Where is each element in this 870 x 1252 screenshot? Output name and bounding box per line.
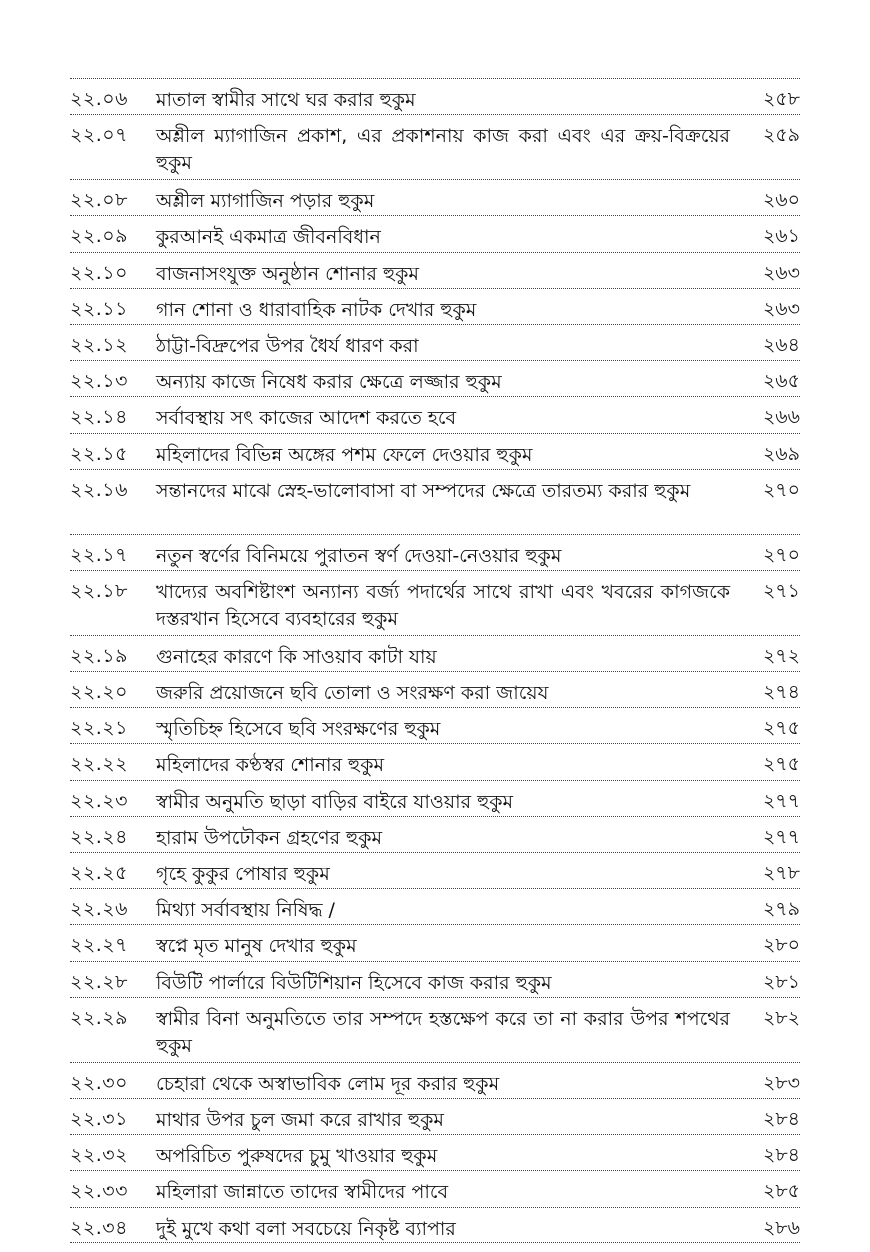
section-title: মিথ্যা সর্বাবস্থায় নিষিদ্ধ /	[156, 899, 335, 922]
table-of-contents	[70, 78, 800, 1243]
section-number: ২২.০৭	[70, 124, 128, 147]
section-title: মহিলাদের কণ্ঠস্বর শোনার হুকুম	[156, 754, 385, 777]
section-number: ২২.২০	[70, 681, 128, 704]
section-number: ২২.১৭	[70, 543, 128, 566]
section-number: ২২.১০	[70, 261, 128, 284]
toc-row	[70, 852, 800, 888]
section-number: ২২.৩৩	[70, 1180, 128, 1203]
toc-row	[70, 707, 800, 743]
page-number: ২৭৫	[762, 717, 800, 740]
page-number: ২৭৮	[762, 862, 800, 884]
page-number: ২৮১	[762, 970, 800, 993]
section-title: মাতাল স্বামীর সাথে ঘর করার হুকুম	[156, 89, 416, 111]
toc-row	[70, 433, 800, 469]
toc-row	[70, 671, 800, 707]
section-number: ২২.১৬	[70, 478, 128, 501]
section-number: ২২.২১	[70, 717, 128, 740]
toc-row	[70, 78, 800, 114]
page-number: ২৬৪	[762, 333, 800, 356]
page-number: ২৮৩	[762, 1071, 800, 1094]
toc-row	[70, 570, 800, 635]
toc-row	[70, 288, 800, 324]
page-number: ২৮৬	[762, 1216, 800, 1239]
section-number: ২২.০৬	[70, 88, 128, 110]
section-title: হারাম উপঢৌকন গ্রহণের হুকুম	[156, 826, 383, 849]
page-number: ২৭০	[762, 543, 800, 566]
section-title: অশ্লীল ম্যাগাজিন প্রকাশ, এর প্রকাশনায় কাজ করা এবং এর ক্রয়-বিক্রয়ের হুকুম	[156, 125, 730, 175]
section-title: চেহারা থেকে অস্বাভাবিক লোম দূর করার হুকুম	[156, 1072, 500, 1095]
toc-row	[70, 816, 800, 852]
section-title: সন্তানদের মাঝে স্নেহ-ভালোবাসা বা সম্পদের ক্ষেত্রে তারতম্য করার হুকুম	[156, 479, 691, 502]
section-number: ২২.২৯	[70, 1006, 128, 1029]
section-title: অন্যায় কাজে নিষেধ করার ক্ষেত্রে লজ্জার হুকুম	[156, 371, 502, 394]
section-number: ২২.১৮	[70, 579, 128, 602]
section-number: ২২.৩৪	[70, 1216, 128, 1239]
section-title: বাজনাসংযুক্ত অনুষ্ঠান শোনার হুকুম	[156, 262, 419, 285]
section-title: স্বামীর বিনা অনুমতিতে তার সম্পদে হস্তক্ষেপ করে তা না করার উপর শপথের হুকুম	[156, 1007, 730, 1057]
toc-row	[70, 396, 800, 432]
page-number: ২৭৫	[762, 753, 800, 776]
toc-row	[70, 635, 800, 671]
toc-row	[70, 997, 800, 1062]
toc-row	[70, 469, 800, 534]
section-title: খাদ্যের অবশিষ্টাংশ অন্যান্য বর্জ্য পদার্থের সাথে রাখা এবং খবরের কাগজকে দস্তরখান হিসেবে ব্যবহারের হুকুম	[156, 580, 730, 630]
section-number: ২২.১২	[70, 333, 128, 356]
page-number: ২৭৪	[762, 681, 800, 704]
section-number: ২২.২৪	[70, 825, 128, 848]
section-title: গুনাহের কারণে কি সাওয়াব কাটা যায়	[156, 645, 437, 668]
page-number: ২৬১	[762, 225, 800, 248]
section-number: ২২.২৫	[70, 862, 128, 884]
page-number: ২৫৮	[762, 88, 800, 110]
section-title: অশ্লীল ম্যাগাজিন পড়ার হুকুম	[156, 190, 375, 213]
toc-row	[70, 1098, 800, 1134]
section-title: বিউটি পার্লারে বিউটিশিয়ান হিসেবে কাজ করার হুকুম	[156, 971, 552, 994]
section-number: ২২.২৩	[70, 789, 128, 812]
toc-row	[70, 215, 800, 251]
toc-row	[70, 924, 800, 960]
toc-row	[70, 888, 800, 924]
section-number: ২২.৩১	[70, 1107, 128, 1130]
section-title: স্বামীর অনুমতি ছাড়া বাড়ির বাইরে যাওয়ার হুকুম	[156, 790, 514, 813]
toc-row	[70, 780, 800, 816]
page-number: ২৮০	[762, 934, 800, 957]
page-number: ২৮৫	[762, 1180, 800, 1203]
page-number: ২৭২	[762, 644, 800, 667]
page-number: ২৬৯	[762, 442, 800, 465]
page-number: ২৬৩	[762, 297, 800, 320]
section-title: কুরআনই একমাত্র জীবনবিধান	[156, 226, 381, 249]
page-number: ২৮৪	[762, 1107, 800, 1130]
section-number: ২২.১৪	[70, 406, 128, 429]
section-number: ২২.১৩	[70, 370, 128, 393]
section-title: দুই মুখে কথা বলা সবচেয়ে নিকৃষ্ট ব্যাপার	[156, 1217, 456, 1240]
toc-row	[70, 534, 800, 570]
section-title: গান শোনা ও ধারাবাহিক নাটক দেখার হুকুম	[156, 298, 477, 321]
toc-row	[70, 179, 800, 215]
section-title: ঠাট্টা-বিদ্রুপের উপর ধৈর্য ধারণ করা	[156, 334, 419, 357]
section-number: ২২.২৬	[70, 898, 128, 921]
section-title: গৃহে কুকুর পোষার হুকুম	[156, 863, 330, 885]
section-title: নতুন স্বর্ণের বিনিময়ে পুরাতন স্বর্ণ দেওয়া-নেওয়ার হুকুম	[156, 544, 562, 567]
toc-row	[70, 114, 800, 179]
page-number: ২৭০	[762, 478, 800, 501]
section-number: ২২.১৯	[70, 644, 128, 667]
section-title: স্বপ্নে মৃত মানুষ দেখার হুকুম	[156, 935, 357, 958]
section-number: ২২.১৫	[70, 442, 128, 465]
toc-row	[70, 1170, 800, 1206]
section-title: মহিলাদের বিভিন্ন অঙ্গের পশম ফেলে দেওয়ার হুকুম	[156, 443, 533, 466]
page-number: ২৭৯	[762, 898, 800, 921]
section-title: স্মৃতিচিহ্ন হিসেবে ছবি সংরক্ষণের হুকুম	[156, 718, 441, 741]
page-number: ২৬৩	[762, 261, 800, 284]
page-number: ২৮৪	[762, 1144, 800, 1167]
section-title: জরুরি প্রয়োজনে ছবি তোলা ও সংরক্ষণ করা জায়েয	[156, 682, 549, 705]
toc-row	[70, 324, 800, 360]
section-number: ২২.১১	[70, 297, 128, 320]
section-title: মহিলারা জান্নাতে তাদের স্বামীদের পাবে	[156, 1181, 449, 1204]
page-number: ২৭৭	[762, 825, 800, 848]
section-title: মাথার উপর চুল জমা করে রাখার হুকুম	[156, 1108, 444, 1131]
toc-row	[70, 1062, 800, 1098]
page-number: ২৭১	[762, 579, 800, 602]
section-title: সর্বাবস্থায় সৎ কাজের আদেশ করতে হবে	[156, 407, 457, 430]
toc-row	[70, 743, 800, 779]
page-number: ২৮২	[762, 1006, 800, 1029]
section-number: ২২.৩০	[70, 1071, 128, 1094]
section-number: ২২.০৮	[70, 189, 128, 212]
page-number: ২৬০	[762, 189, 800, 212]
toc-row	[70, 360, 800, 396]
page-number: ২৭৭	[762, 789, 800, 812]
toc-row	[70, 1207, 800, 1243]
page-number: ২৬৫	[762, 370, 800, 393]
section-number: ২২.২৮	[70, 970, 128, 993]
section-number: ২২.০৯	[70, 225, 128, 248]
page-number: ২৫৯	[762, 124, 800, 147]
section-title: অপরিচিত পুরুষদের চুমু খাওয়ার হুকুম	[156, 1145, 438, 1168]
toc-row	[70, 252, 800, 288]
section-number: ২২.২২	[70, 753, 128, 776]
section-number: ২২.২৭	[70, 934, 128, 957]
page-number: ২৬৬	[762, 406, 800, 429]
section-number: ২২.৩২	[70, 1144, 128, 1167]
toc-row	[70, 961, 800, 997]
toc-row	[70, 1134, 800, 1170]
